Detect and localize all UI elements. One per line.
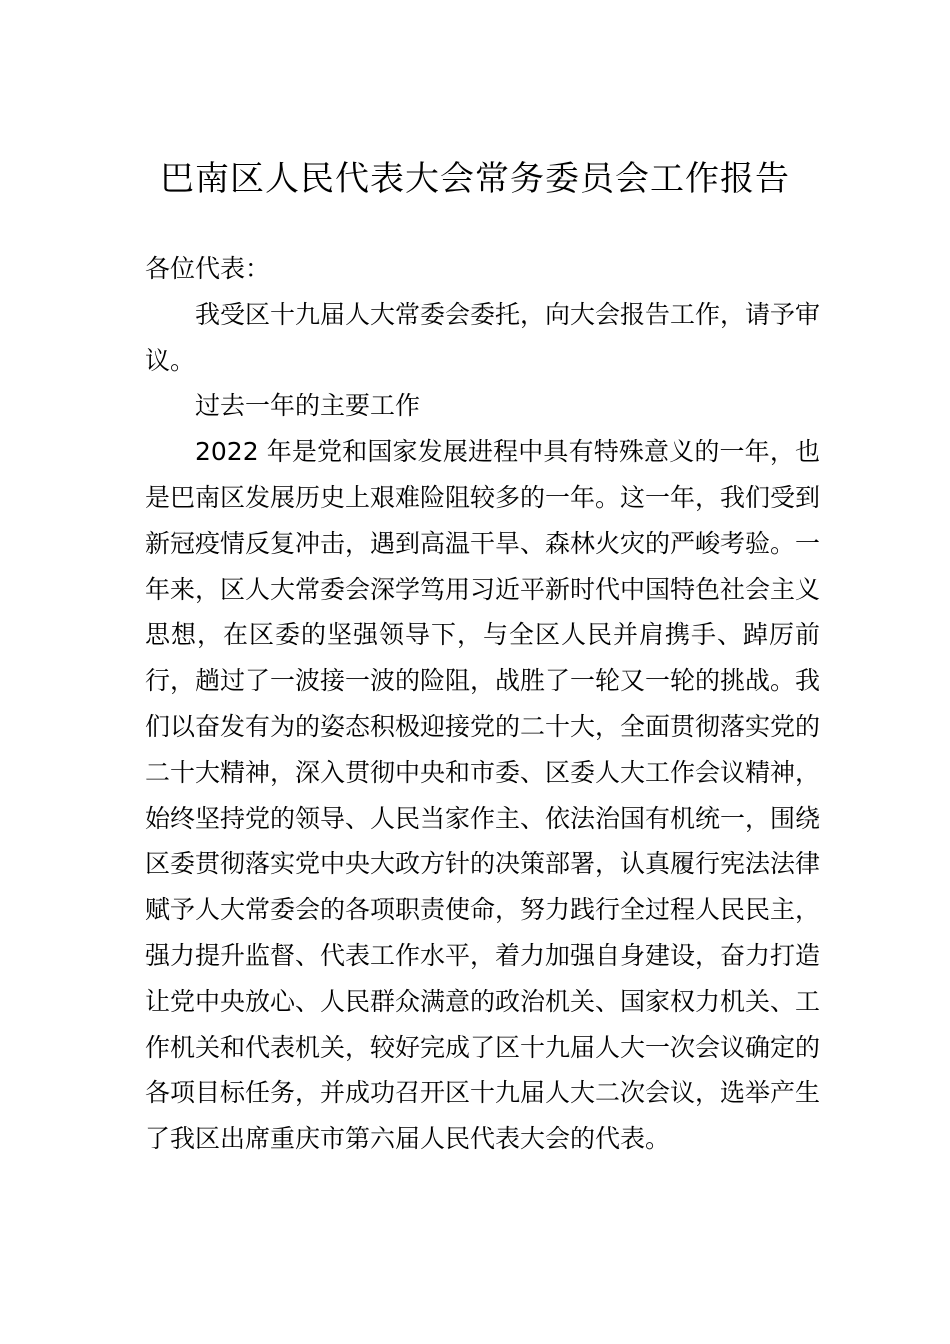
document-title: 巴南区人民代表大会常务委员会工作报告 xyxy=(160,159,790,199)
paragraph-body: 2022 年是党和国家发展进程中具有特殊意义的一年，也是巴南区发展历史上艰难险阻较多的一年。这一年，我们受到新冠疫情反复冲击，遇到高温干旱、森林火灾的严峻考验。一年来，区人大常委会深学笃用习近平新时代中国特色社会主义思想，在区委的坚强领导下，与全区人民并肩携手、踔厉前行，趟过了一波接一波的险阻，战胜了一轮又一轮的挑战。我们以奋发有为的姿态积极迎接党的二十大，全面贯彻落实党的二十大精神，深入贯彻中央和市委、区委人大工作会议精神，始终坚持党的领导、人民当家作主、依法治国有机统一，围绕区委贯彻落实党中央大政方针的决策部署，认真履行宪法法律赋予人大常委会的各项职责使命，努力践行全过程人民民主，强力提升监督、代表工作水平，着力加强自身建设，奋力打造让党中央放心、人民群众满意的政治机关、国家权力机关、工作机关和代表机关，较好完成了区十九届人大一次会议确定的各项目标任务，并成功召开区十九届人大二次会议，选举产生了我区出席重庆市第六届人民代表大会的代表。 xyxy=(145,437,821,1154)
paragraph-intro: 我受区十九届人大常委会委托，向大会报告工作，请予审议。 xyxy=(145,299,821,375)
document-body xyxy=(145,246,820,1162)
section-heading: 过去一年的主要工作 xyxy=(195,391,421,421)
salutation: 各位代表： xyxy=(145,254,271,283)
